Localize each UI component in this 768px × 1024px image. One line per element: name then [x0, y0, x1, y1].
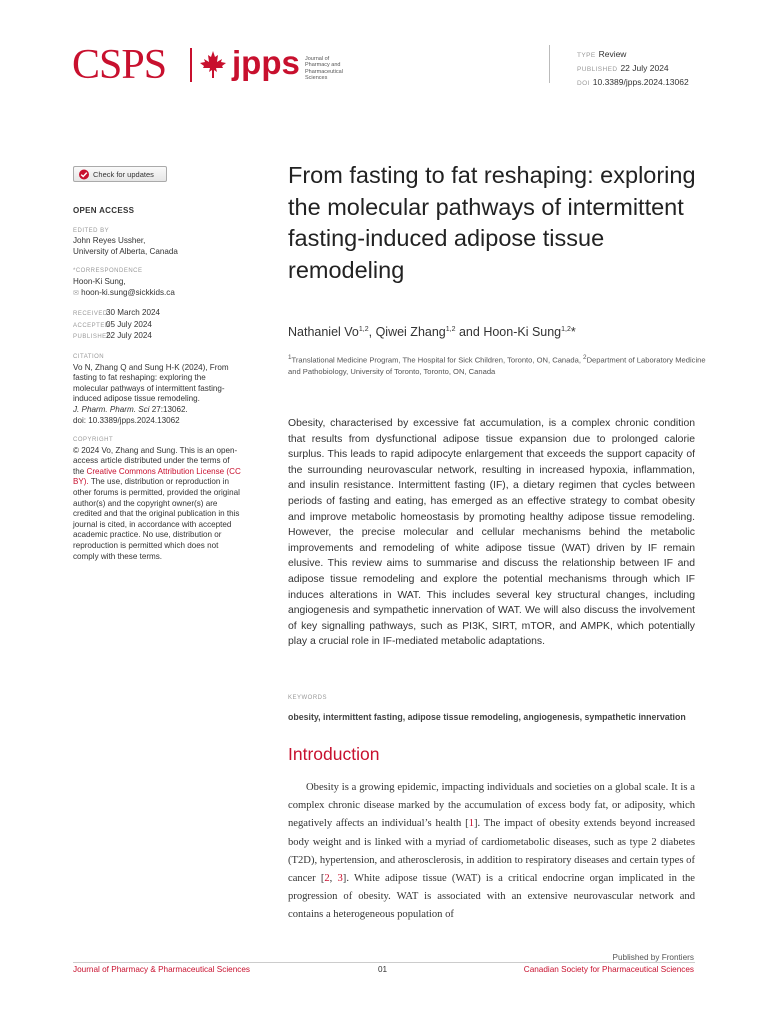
article-title: From fasting to fat reshaping: exploring the molecular pathways of intermittent fasting-induced adipose tissue remodeling — [288, 162, 696, 283]
meta-divider — [549, 45, 550, 83]
footer-divider — [73, 962, 695, 963]
citation-block: CITATION Vo N, Zhang Q and Sung H-K (2024), From fasting to fat reshaping: exploring the molecular pathways of intermittent fasting-induced adipose tissue remodeling. J. Pharm. Pharm. Sci 27:13062. doi: 10.3389/jpps.2024.13062 — [73, 353, 229, 425]
abstract: Obesity, characterised by excessive fat accumulation, is a complex chronic condition that results from dysfunctional adipose tissue expansion due to prolonged calorie surplus. This leads to rapid adipocyte enlargement that exceeds the support capacity of the surrounding neurovascular network, resulting in increased hypoxia, inflammation, and insulin resistance. Intermittent fasting (IF), a dietary regimen that cycles between periods of fasting and eating, has emerged as an effective strategy to combat obesity and improve metabolic homeostasis by promoting healthy adipose tissue remodeling. However, the precise molecular and cellular mechanisms behind the metabolic improvements and remodeling of white adipose tissue (WAT) driven by IF remain elusive. This review aims to summarise and discuss the relationship between IF and adipose tissue remodeling and explore the potential mechanisms through which IF induces alterations in WAT. This includes several key structural changes, including angiogenesis and sympathetic innervation of WAT. We will also discuss the involvement of key signalling pathways, such as PI3K, SIRT, mTOR, and AMPK, which potentially play a crucial role in IF-mediated metabolic adaptations. — [288, 418, 695, 648]
jpps-logo: jpps — [232, 44, 300, 81]
update-check-icon — [78, 169, 90, 180]
check-updates-button[interactable]: Check for updates — [73, 166, 167, 182]
citation-doi[interactable]: doi: 10.3389/jpps.2024.13062 — [73, 415, 180, 425]
author-list: Nathaniel Vo$^{1,2}$, Qiwei Zhang$^{1,2}$ and Hoon-Ki Sung$^{1,2}$* — [288, 325, 576, 339]
keywords: obesity, intermittent fasting, adipose tissue remodeling, angiogenesis, sympathetic innervation — [288, 712, 686, 722]
reference-link[interactable]: 2 — [324, 873, 330, 885]
article-sidebar — [73, 206, 241, 571]
footer-society-link[interactable]: Canadian Society for Pharmaceutical Sciences — [523, 965, 694, 974]
reference-link[interactable]: 1 — [468, 818, 474, 830]
section-heading-introduction: Introduction — [288, 744, 380, 764]
introduction-paragraph: Obesity is a growing epidemic, impacting individuals and societies on a global scale. It is a complex chronic disease marked by the accumulation of excess body fat, or adiposity, which negatively affects an individual’s health [1]. The impact of obesity extends beyond increased body weight and is linked with a myriad of cardiometabolic diseases, such as type 2 diabetes (T2D), hypertension, and atherosclerosis, in addition to respiratory diseases and certain types of cancer [2, 3]. White adipose tissue (WAT) is a critical endocrine organ implicated in the progression of obesity. WAT is associated with an extensive neurovascular network and contains a heterogeneous population of — [288, 782, 696, 921]
copyright-block: COPYRIGHT © 2024 Vo, Zhang and Sung. This is an open-access article distributed under the terms of the Creative Commons Attribution License (CC BY). The use, distribution or reproduction in other forums is permitted, provided the original author(s) and the copyright owner(s) are credited and that the original publication in this journal is cited, in accordance with accepted academic practice. No use, distribution or reproduction is permitted which does not comply with these terms. — [73, 437, 241, 561]
doi-link[interactable]: 10.3389/jpps.2024.13062 — [592, 77, 689, 87]
open-access-label: OPEN ACCESS — [73, 206, 135, 215]
csps-logo: CSPS — [72, 42, 167, 88]
author-name[interactable]: Hoon-Ki Sung — [483, 325, 562, 339]
logo-divider — [190, 48, 192, 82]
correspondence-block: *CORRESPONDENCE Hoon-Ki Sung, ✉ hoon-ki.sung@sickkids.ca — [73, 268, 175, 297]
dates-block: RECEIVED30 March 2024 ACCEPTED05 July 2024 PUBLISHED22 July 2024 — [73, 308, 160, 341]
author-name[interactable]: Qiwei Zhang — [375, 325, 446, 339]
footer-journal-link[interactable]: Journal of Pharmacy & Pharmaceutical Sciences — [73, 965, 251, 974]
edited-by-block: EDITED BY John Reyes Ussher, University of Alberta, Canada — [73, 227, 178, 256]
keywords-label: KEYWORDS — [288, 695, 328, 701]
correspondence-email[interactable]: hoon-ki.sung@sickkids.ca — [81, 287, 175, 297]
article-meta: TYPE Review PUBLISHED 22 July 2024 DOI 10.3389/jpps.2024.13062 — [577, 49, 689, 87]
cc-by-license-link[interactable]: Creative Commons Attribution License (CC BY). — [73, 466, 241, 487]
author-name[interactable]: Nathaniel Vo — [288, 325, 359, 339]
page-number: 01 — [378, 965, 388, 974]
published-by: Published by Frontiers — [612, 953, 694, 962]
maple-leaf-icon — [198, 50, 228, 80]
mail-icon: ✉ — [73, 289, 79, 297]
affiliations: $^1$Translational Medicine Program, The Hospital for Sick Children, Toronto, ON, Canada, $^2$Department of Laboratory Medicine and Pathobiology, University of Toronto, Toronto, ON, Canada — [288, 354, 706, 377]
journal-small-name: Journal of Pharmacy and Pharmaceutical Sciences — [305, 56, 343, 82]
reference-link[interactable]: 3 — [337, 873, 343, 885]
